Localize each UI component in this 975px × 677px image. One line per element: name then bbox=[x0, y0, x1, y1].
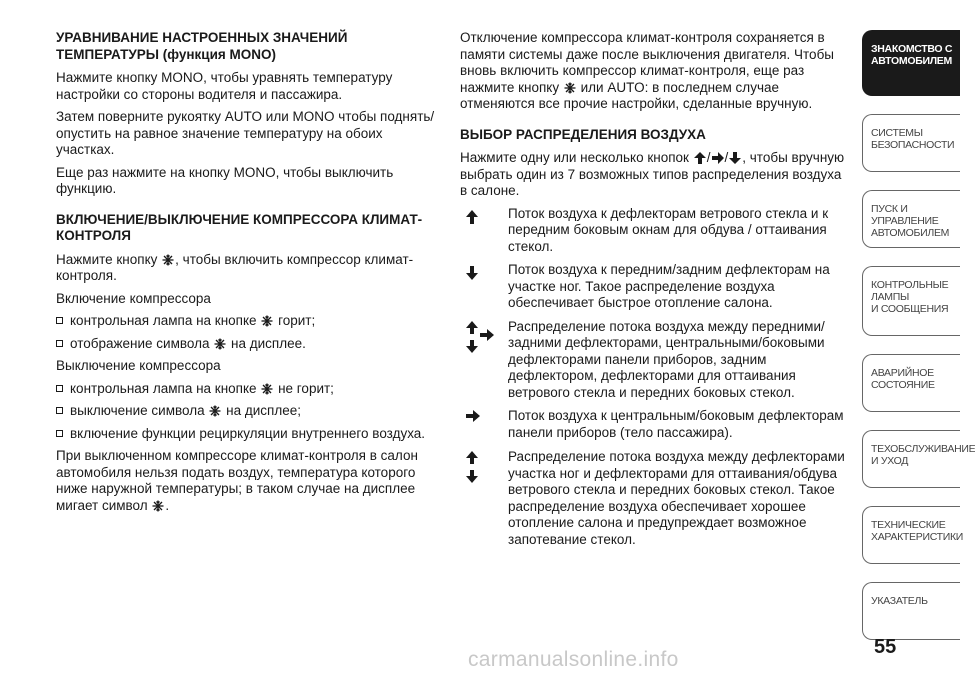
list-item: включение функции рециркуляции внутреннего воздуха. bbox=[56, 426, 440, 443]
snowflake-icon bbox=[261, 383, 273, 395]
compressor-off-title: Выключение компрессора bbox=[56, 358, 221, 373]
arrow-down-icon bbox=[729, 152, 741, 164]
arrow-right-icon bbox=[712, 152, 724, 164]
compressor-on-title: Включение компрессора bbox=[56, 290, 211, 306]
distribution-mode-item: Распределение потока воздуха между передними/задними дефлекторами, центральными/боковыми дефлекторами панели приборов, задним дефлектором, дефлекторами для оттаивания ветрового стекла и передних боковых стекол. bbox=[460, 319, 850, 402]
arrow-up-down-icon bbox=[460, 449, 500, 485]
checkbox-bullet-icon bbox=[56, 430, 63, 437]
paragraph: Нажмите кнопку MONO, чтобы уравнять температуру настройки со стороны водителя и пассажира. bbox=[56, 70, 393, 102]
paragraph: Нажмите одну или несколько кнопок / / , чтобы вручную выбрать один из 7 возможных типов распределения воздуха в салоне. bbox=[460, 150, 845, 198]
paragraph: Нажмите кнопку , чтобы включить компрессор климат-контроля. bbox=[56, 251, 414, 283]
right-column bbox=[460, 30, 850, 555]
paragraph: При выключенном компрессоре климат-контроля в салон автомобиля нельзя подать воздух, температура которого ниже наружной температуры; в таком случае на дисплее мигает символ . bbox=[56, 448, 418, 513]
heading-mono: УРАВНИВАНИЕ НАСТРОЕННЫХ ЗНАЧЕНИЙ ТЕМПЕРАТУРЫ (функция MONO) bbox=[56, 30, 348, 62]
distribution-mode-item: Поток воздуха к центральным/боковым дефлекторам панели приборов (тело пассажира). bbox=[460, 408, 850, 442]
tab-technical-specs[interactable]: ТЕХНИЧЕСКИЕ ХАРАКТЕРИСТИКИ bbox=[862, 506, 960, 564]
checkbox-bullet-icon bbox=[56, 317, 63, 324]
watermark: carmanualsonline.info bbox=[468, 648, 679, 671]
arrow-down-icon bbox=[460, 262, 500, 298]
left-column bbox=[56, 30, 440, 520]
snowflake-icon bbox=[162, 254, 174, 266]
snowflake-icon bbox=[152, 500, 164, 512]
snowflake-icon bbox=[261, 315, 273, 327]
paragraph: Еще раз нажмите на кнопку MONO, чтобы выключить функцию. bbox=[56, 164, 394, 196]
heading-air-distribution: ВЫБОР РАСПРЕДЕЛЕНИЯ ВОЗДУХА bbox=[460, 126, 706, 142]
paragraph: Затем поверните рукоятку AUTO или MONO чтобы поднять/опустить на равное значение температуру на обоих участках. bbox=[56, 109, 435, 157]
arrow-up-icon bbox=[694, 152, 706, 164]
snowflake-icon bbox=[209, 405, 221, 417]
paragraph: Отключение компрессора климат-контроля сохраняется в памяти системы даже после выключения двигателя. Чтобы вновь включить компрессор климат-контроля, еще раз нажмите кнопку или AUTO: в последнем случае отменяются все прочие настройки, сделанные вручную. bbox=[460, 30, 834, 111]
arrow-right-icon bbox=[460, 408, 500, 444]
snowflake-icon bbox=[214, 338, 226, 350]
distribution-mode-item: Поток воздуха к дефлекторам ветрового стекла и к передним боковым окнам для обдува / оттаивания стекол. bbox=[460, 206, 850, 256]
checkbox-bullet-icon bbox=[56, 385, 63, 392]
tab-vehicle-intro[interactable]: ЗНАКОМСТВО С АВТОМОБИЛЕМ bbox=[862, 30, 960, 96]
distribution-mode-item: Распределение потока воздуха между дефлекторами участка ног и дефлекторами для оттаивания/обдува ветрового стекла и передних боковых стекол. Такое распределение воздуха обеспечивает хорошее отопление салона и предупреждает возможное запотевание стекол. bbox=[460, 449, 850, 548]
tab-index[interactable]: УКАЗАТЕЛЬ bbox=[862, 582, 960, 640]
list-item: отображение символа на дисплее. bbox=[56, 336, 440, 353]
list-item: выключение символа на дисплее; bbox=[56, 403, 440, 420]
heading-compressor: ВКЛЮЧЕНИЕ/ВЫКЛЮЧЕНИЕ КОМПРЕССОРА КЛИМАТ-КОНТРОЛЯ bbox=[56, 211, 423, 243]
arrow-up-icon bbox=[460, 206, 500, 242]
list-item: контрольная лампа на кнопке горит; bbox=[56, 313, 440, 330]
list-item: контрольная лампа на кнопке не горит; bbox=[56, 381, 440, 398]
checkbox-bullet-icon bbox=[56, 407, 63, 414]
distribution-mode-item: Поток воздуха к передним/задним дефлекторам на участке ног. Такое распределение воздуха обеспечивает быстрое отопление салона. bbox=[460, 262, 850, 312]
page-number: 55 bbox=[874, 636, 897, 658]
arrow-up-right-down-icon bbox=[460, 319, 500, 355]
tab-emergency[interactable]: АВАРИЙНОЕ СОСТОЯНИЕ bbox=[862, 354, 960, 412]
checkbox-bullet-icon bbox=[56, 340, 63, 347]
tab-safety-systems[interactable]: СИСТЕМЫ БЕЗОПАСНОСТИ bbox=[862, 114, 960, 172]
tab-starting-driving[interactable]: ПУСК И УПРАВЛЕНИЕ АВТОМОБИЛЕМ bbox=[862, 190, 960, 248]
tab-warning-lights[interactable]: КОНТРОЛЬНЫЕ ЛАМПЫ И СООБЩЕНИЯ bbox=[862, 266, 960, 336]
tab-maintenance[interactable]: ТЕХОБСЛУЖИВАНИЕ И УХОД bbox=[862, 430, 960, 488]
chapter-tabs bbox=[862, 30, 975, 658]
snowflake-icon bbox=[564, 82, 576, 94]
